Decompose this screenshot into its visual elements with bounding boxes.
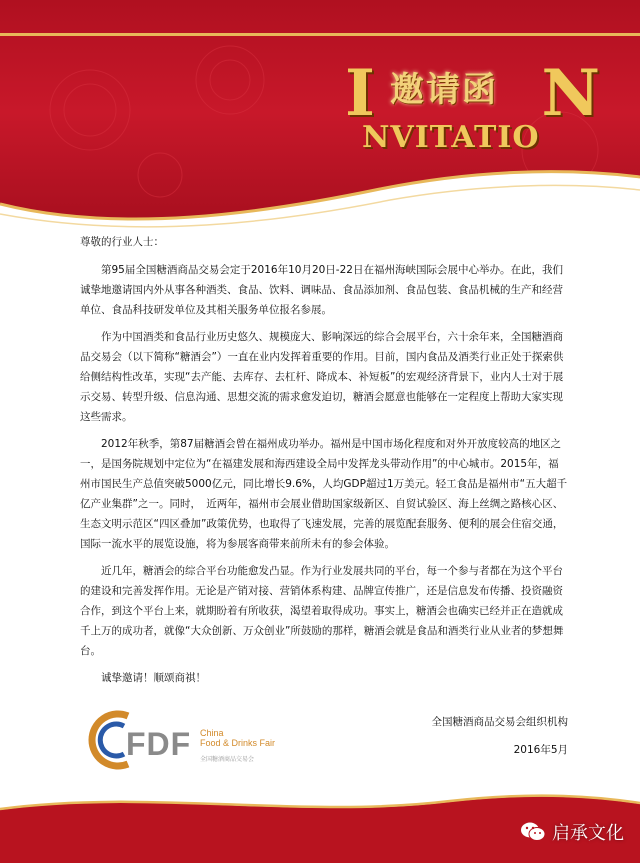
fdf-logo bbox=[88, 710, 288, 770]
logo-sub-line2: Food & Drinks Fair bbox=[200, 738, 276, 748]
closing-line: 诚挚邀请！顺颂商祺！ bbox=[101, 672, 206, 684]
wechat-icon bbox=[520, 821, 546, 843]
title-chinese: 邀请函 bbox=[390, 70, 498, 110]
title-en-middle: NVITATIO bbox=[362, 120, 540, 155]
paragraph: 第95届全国糖酒商品交易会定于2016年10月20日-22日在福州海峡国际会展中心举办。在此，我们诚挚地邀请国内外从事各种酒类、食品、饮料、调味品、食品添加剂、食品包装、食品机械的生产和经营单位、食品科技研发单位及其相关服务单位报名参展。 bbox=[80, 264, 563, 316]
wechat-watermark bbox=[520, 819, 624, 845]
logo-sub-cn: 全国糖酒商品交易会 bbox=[200, 756, 255, 763]
title-en-first-letter: I bbox=[345, 56, 375, 131]
paragraph: 作为中国酒类和食品行业历史悠久、规模庞大、影响深远的综合会展平台，六十余年来，全国糖酒商品交易会（以下简称“糖酒会”）一直在业内发挥着重要的作用。目前，国内食品及酒类行业正处于探索供给侧结构性改革，实现“去产能、去库存、去杠杆、降成本、补短板”的宏观经济背景下，业内人士对于展示交易、转型升级、信息沟通、思想交流的需求愈发迫切，糖酒会愿意也能够在一定程度上帮助大家实现这些需求。 bbox=[80, 331, 564, 423]
invitation-letter bbox=[80, 232, 568, 688]
logo-subtitle bbox=[200, 728, 275, 748]
logo-text: FDF bbox=[126, 726, 192, 762]
paragraph: 近几年，糖酒会的综合平台功能愈发凸显。作为行业发展共同的平台，每一个参与者都在为这个平台的建设和完善发挥作用。无论是产销对接、营销体系构建、品牌宣传推广，还是信息发布传播、投资融资合作，到这个平台上来，就期盼着有所收获，渴望着取得成功。事实上，糖酒会也确实已经并正在造就成千上万的成功者，就像“大众创新、万众创业”所鼓励的那样，糖酒会就是食品和酒类行业从业者的梦想舞台。 bbox=[80, 565, 564, 657]
paragraph: 2012年秋季，第87届糖酒会曾在福州成功举办。福州是中国市场化程度和对外开放度较高的地区之一，是国务院规划中定位为“在福建发展和海西建设全局中发挥龙头带动作用”的中心城市。2015年，福州市国民生产总值突破5000亿元，同比增长9.6%，人均GDP超过1万美元。轻工食品是福州市“五大超千亿产业集群”之一。同时， 近两年，福州市会展业借助国家级新区、自贸试验区、海上丝绸之路核心区、生态文明示范区“四区叠加”政策优势，也取得了飞速发展，完善的展览配套服务、便利的展会住宿交通，国际一流水平的展览设施，将为参展客商带来前所未有的参会体验。 bbox=[80, 438, 568, 550]
header-banner bbox=[0, 0, 640, 250]
title-en-last-letter: N bbox=[541, 56, 601, 131]
footer-banner bbox=[0, 780, 640, 863]
logo-sub-line1: China bbox=[200, 728, 224, 738]
watermark-text: 启承文化 bbox=[552, 823, 624, 844]
organization-name: 全国糖酒商品交易会组织机构 bbox=[431, 716, 568, 728]
signature-block bbox=[378, 712, 568, 760]
signature-date: 2016年5月 bbox=[513, 744, 568, 756]
greeting: 尊敬的行业人士： bbox=[80, 236, 164, 248]
